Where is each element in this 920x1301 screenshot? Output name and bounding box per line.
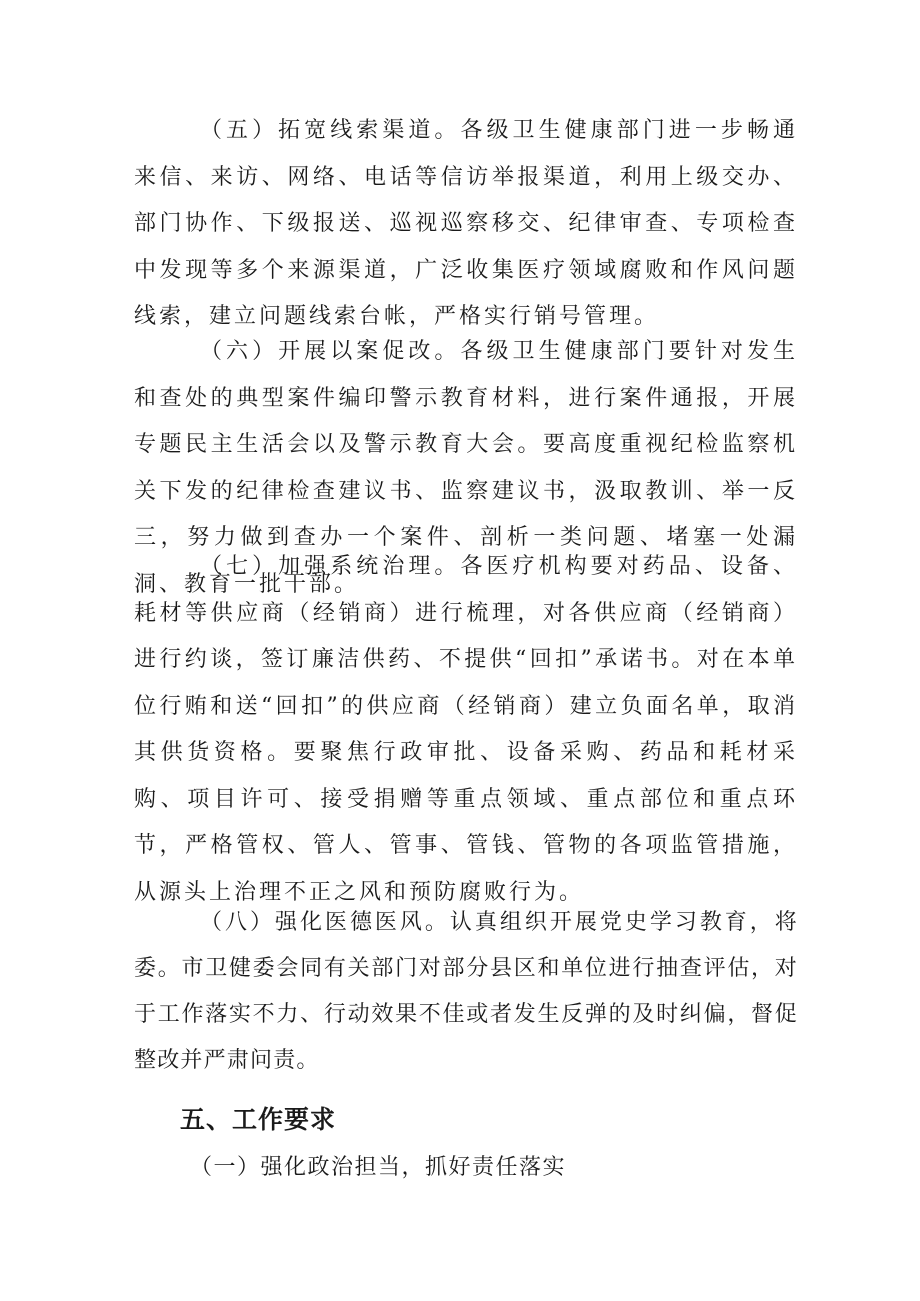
paragraph-system-governance: （七）加强系统治理。各医疗机构要对药品、设备、耗材等供应商（经销商）进行梳理，对各供应商（经销商）进行约谈，签订廉洁供药、不提供“回扣”承诺书。对在本单位行贿和送“回扣”的供应商（经销商）建立负面名单，取消其供货资格。要聚焦行政审批、设备采购、药品和耗材采购、项目许可、接受捐赠等重点领域、重点部位和重点环节，严格管权、管人、管事、管钱、管物的各项监管措施，从源头上治理不正之风和预防腐败行为。 (134, 554, 798, 905)
paragraph-broaden-clue-channels: （五）拓宽线索渠道。各级卫生健康部门进一步畅通来信、来访、网络、电话等信访举报渠道，利用上级交办、部门协作、下级报送、巡视巡察移交、纪律审查、专项检查中发现等多个来源渠道，广泛收集医疗领域腐败和作风问题线索，建立问题线索台帐，严格实行销号管理。 (134, 118, 798, 329)
section-heading-work-requirements: 五、工作要求 (180, 1105, 337, 1134)
paragraph-medical-ethics: （八）强化医德医风。认真组织开展党史学习教育，将委。市卫健委会同有关部门对部分县区和单位进行抽查评估，对于工作落实不力、行动效果不佳或者发生反弹的及时纠偏，督促整改并严肃问责。 (134, 910, 798, 1073)
paragraph-case-driven-reform: （六）开展以案促改。各级卫生健康部门要针对发生和查处的典型案件编印警示教育材料，进行案件通报，开展专题民主生活会以及警示教育大会。要高度重视纪检监察机关下发的纪律检查建议书、监察建议书，汲取教训、举一反三，努力做到查办一个案件、剖析一类问题、堵塞一处漏洞、教育一批干部。 (134, 339, 798, 597)
subsection-heading-political-responsibility: （一）强化政治担当，抓好责任落实 (190, 1155, 567, 1180)
